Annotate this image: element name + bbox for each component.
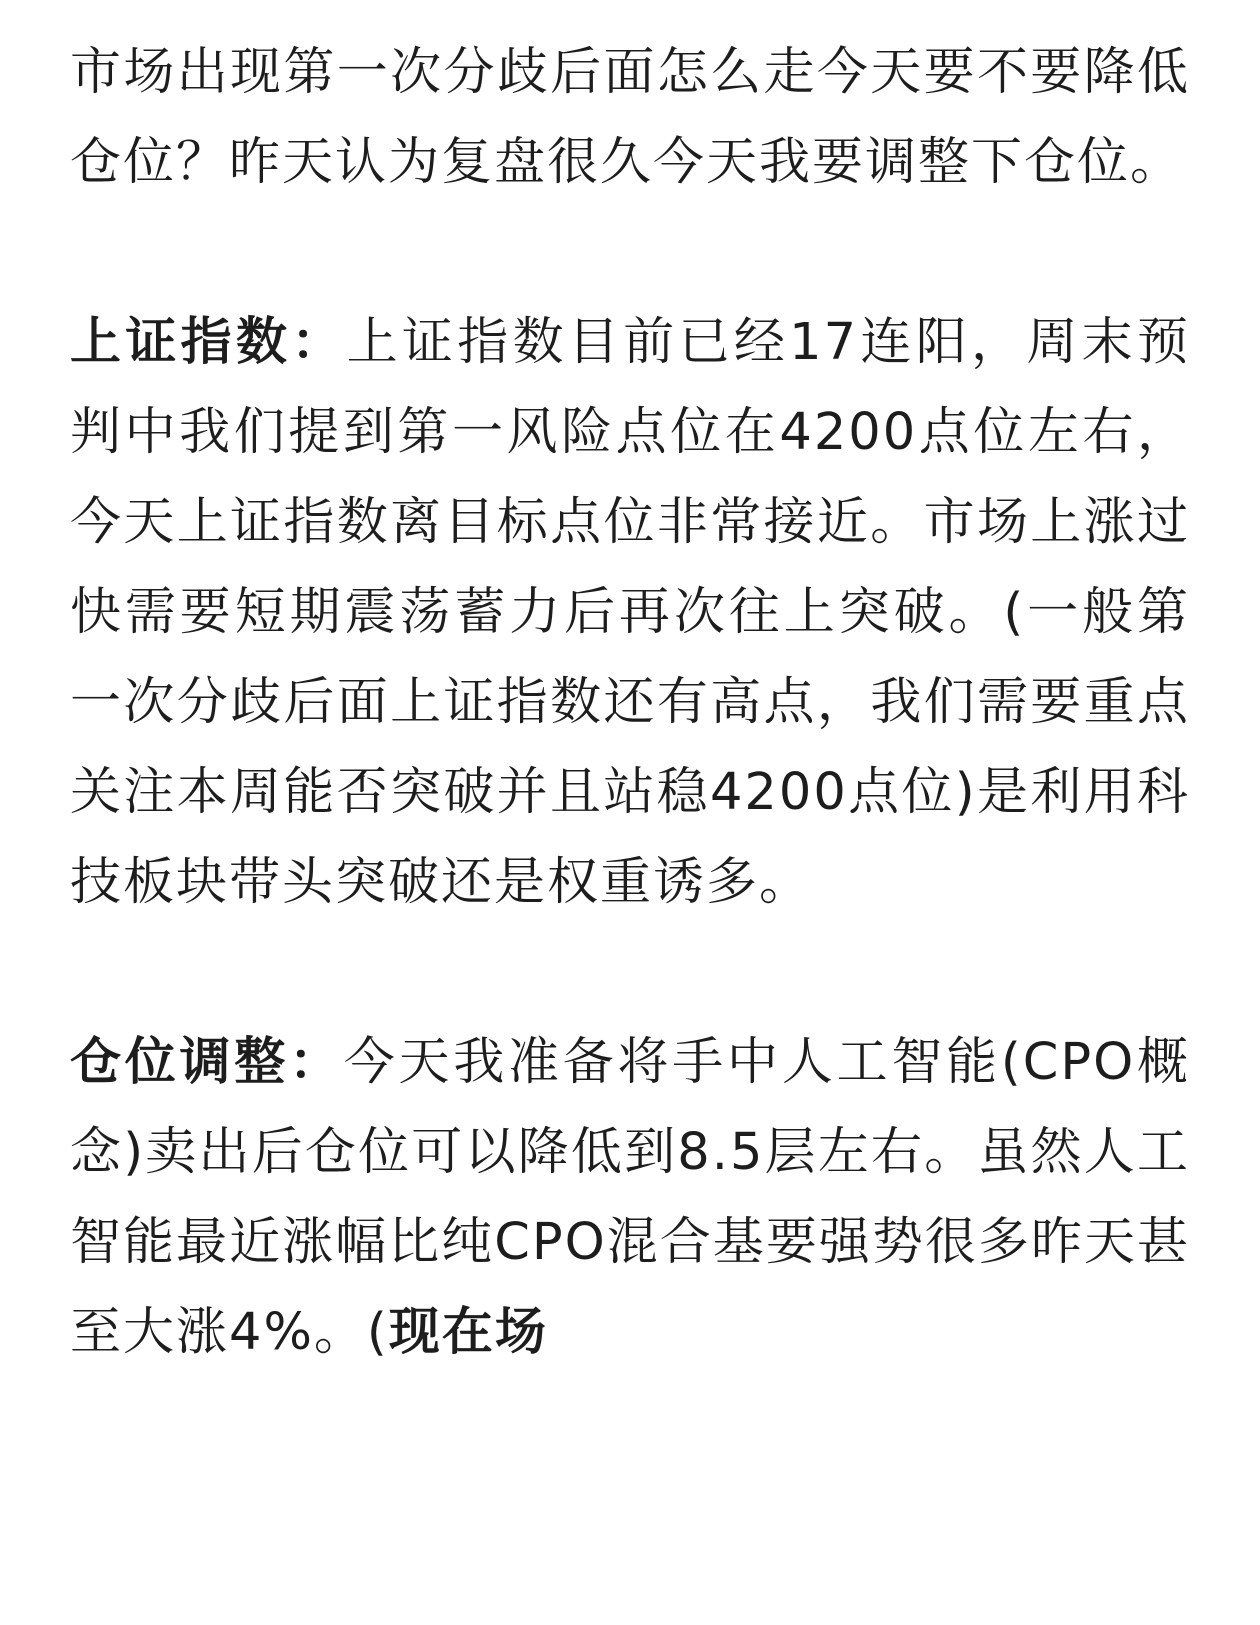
paragraph-shanghai-index [70,298,1190,928]
paragraph-shanghai-index-text: 上证指数目前已经17连阳，周末预判中我们提到第一风险点位在4200点位左右，今天上证指数离目标点位非常接近。市场上涨过快需要短期震荡蓄力后再次往上突破。(一般第一次分歧后面上证指数还有高点，我们需要重点关注本周能否突破并且站稳4200点位)是利用科技板块带头突破还是权重诱多。 [70,313,1190,912]
section-label-position-adjustment: 仓位调整： [70,1033,344,1092]
paragraph-intro [70,28,1190,208]
article-body [70,28,1190,1468]
section-label-shanghai-index: 上证指数： [70,313,347,372]
paragraph-position-adjustment-bold-tail: 现在场 [388,1303,548,1362]
paragraph-position-adjustment [70,1018,1190,1378]
paragraph-position-adjustment-text: 今天我准备将手中人工智能(CPO概念)卖出后仓位可以降低到8.5层左右。虽然人工智能最近涨幅比纯CPO混合基要强势很多昨天甚至大涨4%。( [70,1033,1190,1362]
paragraph-intro-text: 市场出现第一次分歧后面怎么走今天要不要降低仓位？昨天认为复盘很久今天我要调整下仓位。 [70,43,1190,192]
